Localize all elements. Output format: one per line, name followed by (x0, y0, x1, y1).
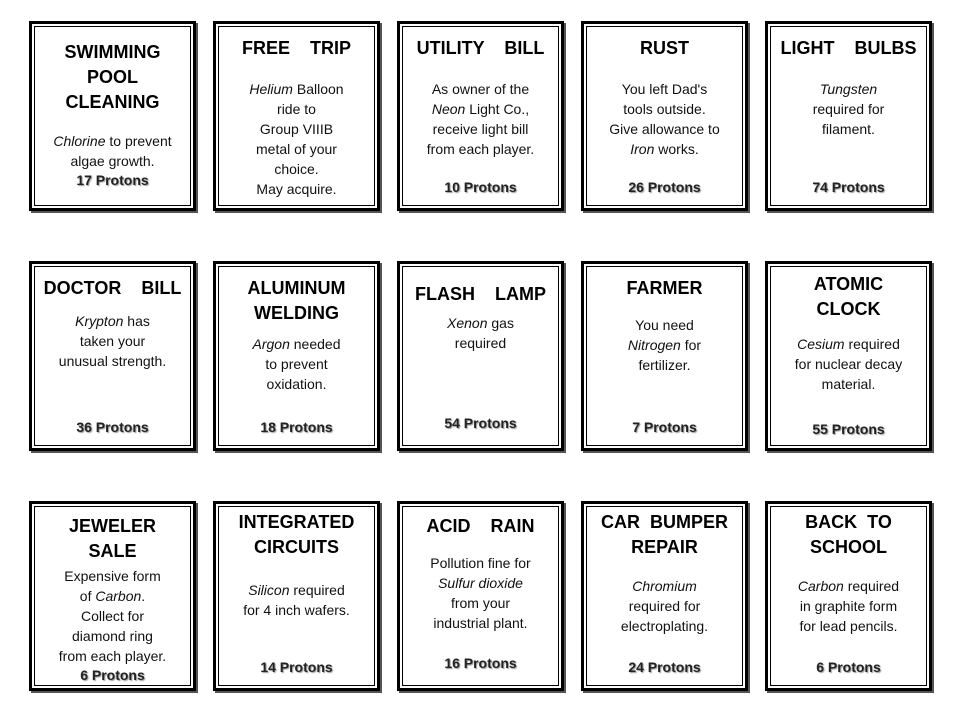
description-line: industrial plant. (433, 615, 528, 631)
card-description (609, 79, 720, 159)
description-line: required (454, 335, 507, 351)
description-line: of Carbon. (79, 588, 146, 604)
description-line: Xenon gas (447, 315, 514, 331)
element-name: Cesium (797, 336, 845, 352)
description-line: Krypton has (75, 313, 150, 329)
description-line: metal of your (256, 141, 337, 157)
card-title: JEWELER SALE (68, 516, 156, 561)
card-description (430, 553, 530, 633)
description-line: for 4 inch wafers. (243, 602, 350, 618)
description-line: Nitrogen for (627, 337, 702, 353)
description-line: from your (450, 595, 511, 611)
description-line: for nuclear decay (794, 356, 903, 372)
card-title: INTEGRATED CIRCUITS (238, 512, 355, 557)
description-line: Iron works. (630, 141, 699, 157)
description-line: Helium Balloon (249, 81, 344, 97)
card-light-bulbs (765, 21, 932, 211)
description-line: unusual strength. (58, 353, 167, 369)
card-description (53, 131, 171, 171)
card-title: FARMER (626, 278, 703, 298)
card-title: RUST (640, 38, 689, 58)
card-protons: 55 Protons (812, 421, 885, 437)
card-description (813, 79, 885, 139)
card-farmer (581, 261, 748, 451)
element-name: Helium (249, 81, 293, 97)
description-line: Pollution fine for (430, 555, 531, 571)
card-description (798, 576, 899, 636)
card-protons: 7 Protons (632, 419, 697, 435)
card-title: CAR BUMPER REPAIR (600, 512, 728, 557)
description-line (813, 79, 885, 99)
description-line: Chlorine to prevent (53, 133, 172, 149)
card-description (253, 334, 341, 394)
card-swimming-pool-cleaning (29, 21, 196, 211)
card-protons: 36 Protons (76, 419, 149, 435)
description-line: in graphite form (799, 598, 898, 614)
description-line: required for (628, 598, 701, 614)
description-line: Group VIIIB (259, 121, 334, 137)
card-description (243, 580, 350, 620)
card-protons: 74 Protons (812, 179, 885, 195)
element-name: Krypton (75, 313, 124, 329)
card-description (628, 315, 701, 375)
description-line: Neon Light Co., (431, 101, 530, 117)
card-title: FLASH LAMP (415, 284, 546, 304)
description-line (430, 573, 530, 593)
card-protons: 14 Protons (260, 659, 333, 675)
card-free-trip (213, 21, 380, 211)
card-atomic-clock (765, 261, 932, 451)
card-car-bumper-repair (581, 501, 748, 691)
description-line: filament. (822, 121, 875, 137)
element-name: Chlorine (53, 133, 106, 149)
card-doctor-bill (29, 261, 196, 451)
element-name: Iron (630, 141, 655, 157)
card-title: BACK TO SCHOOL (805, 512, 892, 557)
element-name: Silicon (248, 582, 290, 598)
description-line: Argon needed (252, 336, 341, 352)
description-line: required for (812, 101, 885, 117)
description-line: from each player. (426, 141, 535, 157)
description-line: oxidation. (266, 376, 327, 392)
card-description (621, 576, 708, 636)
description-line: diamond ring (72, 628, 153, 644)
description-line: Give allowance to (609, 121, 720, 137)
card-jeweler-sale (29, 501, 196, 691)
card-protons: 17 Protons (76, 172, 149, 188)
card-flash-lamp (397, 261, 564, 451)
card-title: ACID RAIN (426, 516, 535, 536)
card-title: ALUMINUM WELDING (247, 278, 346, 323)
description-line: taken your (79, 333, 146, 349)
card-protons: 16 Protons (444, 655, 517, 671)
card-protons: 24 Protons (628, 659, 701, 675)
description-line: As owner of the (431, 81, 530, 97)
card-acid-rain (397, 501, 564, 691)
description-line: algae growth. (70, 153, 155, 169)
element-name: Neon (431, 101, 466, 117)
card-title: UTILITY BILL (416, 38, 545, 58)
description-line (621, 576, 708, 596)
card-title: ATOMIC CLOCK (813, 274, 884, 319)
card-description (427, 79, 534, 159)
card-integrated-circuits (213, 501, 380, 691)
element-name: Xenon (447, 315, 488, 331)
element-name: Sulfur dioxide (438, 575, 523, 591)
card-protons: 26 Protons (628, 179, 701, 195)
element-name: Argon (252, 336, 290, 352)
card-title: SWIMMING POOL CLEANING (64, 42, 161, 112)
description-line: tools outside. (623, 101, 706, 117)
description-line: Expensive form (64, 568, 161, 584)
card-protons: 10 Protons (444, 179, 517, 195)
description-line: Silicon required (248, 582, 345, 598)
description-line: Carbon required (797, 578, 900, 594)
description-line: from each player. (58, 648, 167, 664)
description-line: May acquire. (256, 181, 337, 197)
description-line: Cesium required (797, 336, 900, 352)
description-line: fertilizer. (638, 357, 691, 373)
description-line: receive light bill (432, 121, 529, 137)
element-name: Tungsten (819, 81, 878, 97)
element-name: Carbon (95, 588, 142, 604)
card-aluminum-welding (213, 261, 380, 451)
card-description (795, 334, 902, 394)
description-line: electroplating. (620, 618, 709, 634)
card-back-to-school (765, 501, 932, 691)
card-description (447, 313, 514, 353)
description-line: Collect for (80, 608, 144, 624)
description-line: to prevent (265, 356, 328, 372)
description-line: ride to (277, 101, 316, 117)
card-title: LIGHT BULBS (780, 38, 917, 58)
element-name: Chromium (632, 578, 697, 594)
card-description (59, 566, 166, 666)
card-rust (581, 21, 748, 211)
card-protons: 18 Protons (260, 419, 333, 435)
element-name: Nitrogen (627, 337, 681, 353)
description-line: You need (635, 317, 694, 333)
description-line: You left Dad's (621, 81, 708, 97)
card-description (59, 311, 166, 371)
card-title: DOCTOR BILL (43, 278, 182, 298)
card-protons: 6 Protons (80, 667, 145, 683)
description-line: choice. (274, 161, 319, 177)
card-protons: 54 Protons (444, 415, 517, 431)
card-description (249, 79, 343, 199)
card-utility-bill (397, 21, 564, 211)
element-name: Carbon (797, 578, 844, 594)
description-line: material. (821, 376, 876, 392)
card-protons: 6 Protons (816, 659, 881, 675)
card-title: FREE TRIP (241, 38, 351, 58)
description-line: for lead pencils. (799, 618, 898, 634)
